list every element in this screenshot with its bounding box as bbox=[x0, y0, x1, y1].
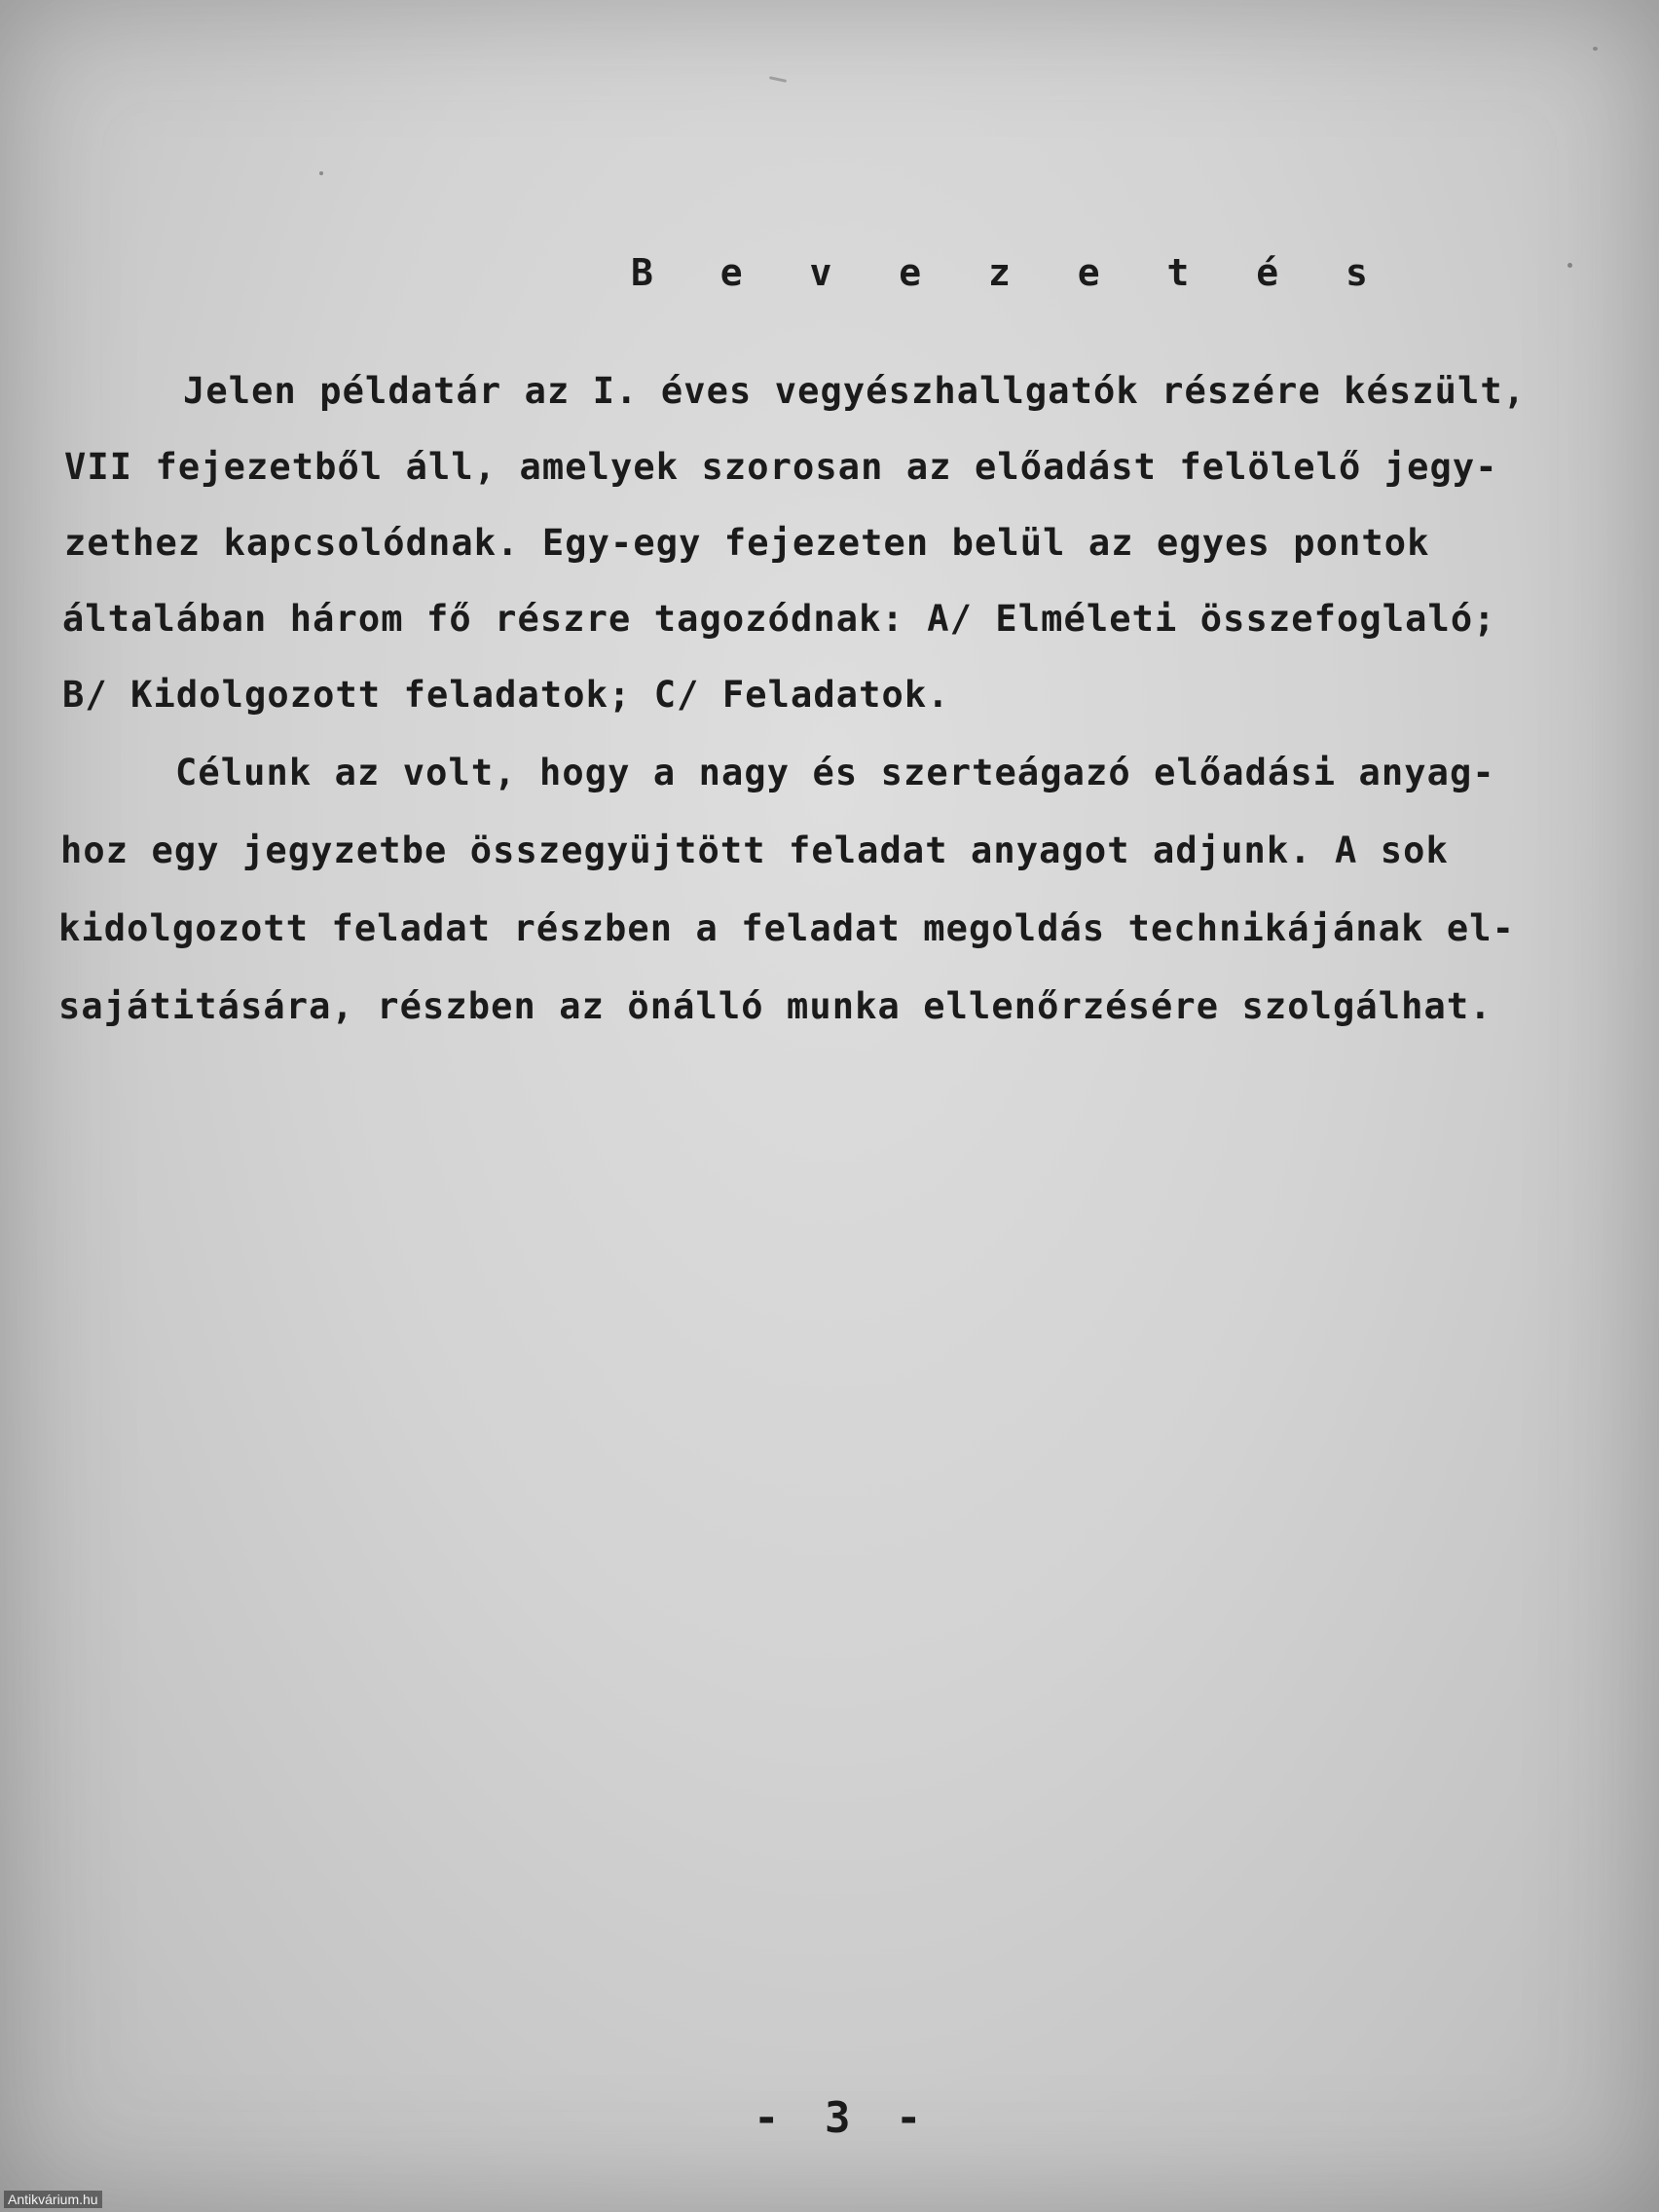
page-number: - 3 - bbox=[754, 2093, 932, 2143]
text-line-2: VII fejezetből áll, amelyek szorosan az előadást felölelő jegy- bbox=[64, 446, 1498, 488]
paper-speck bbox=[1593, 47, 1598, 51]
text-line-1: Jelen példatár az I. éves vegyészhallgatók részére készült, bbox=[183, 370, 1527, 412]
paper-speck bbox=[319, 171, 323, 175]
text-line-3: zethez kapcsolódnak. Egy-egy fejezeten belül az egyes pontok bbox=[64, 522, 1430, 564]
text-line-9: sajátitására, részben az önálló munka ellenőrzésére szolgálhat. bbox=[58, 985, 1493, 1027]
text-line-6: Célunk az volt, hogy a nagy és szerteágazó előadási anyag- bbox=[175, 752, 1495, 793]
text-line-8: kidolgozott feladat részben a feladat megoldás technikájának el- bbox=[58, 907, 1516, 949]
page-title: B e v e z e t é s bbox=[631, 251, 1390, 294]
paper-speck bbox=[769, 76, 787, 83]
text-line-4: általában három fő részre tagozódnak: A/ Elméleti összefoglaló; bbox=[62, 598, 1496, 640]
text-line-7: hoz egy jegyzetbe összegyüjtött feladat anyagot adjunk. A sok bbox=[60, 830, 1449, 871]
watermark-logo: Antikvárium.hu bbox=[4, 2191, 102, 2208]
paper-speck bbox=[1567, 263, 1572, 268]
text-line-5: B/ Kidolgozott feladatok; C/ Feladatok. bbox=[62, 674, 950, 716]
